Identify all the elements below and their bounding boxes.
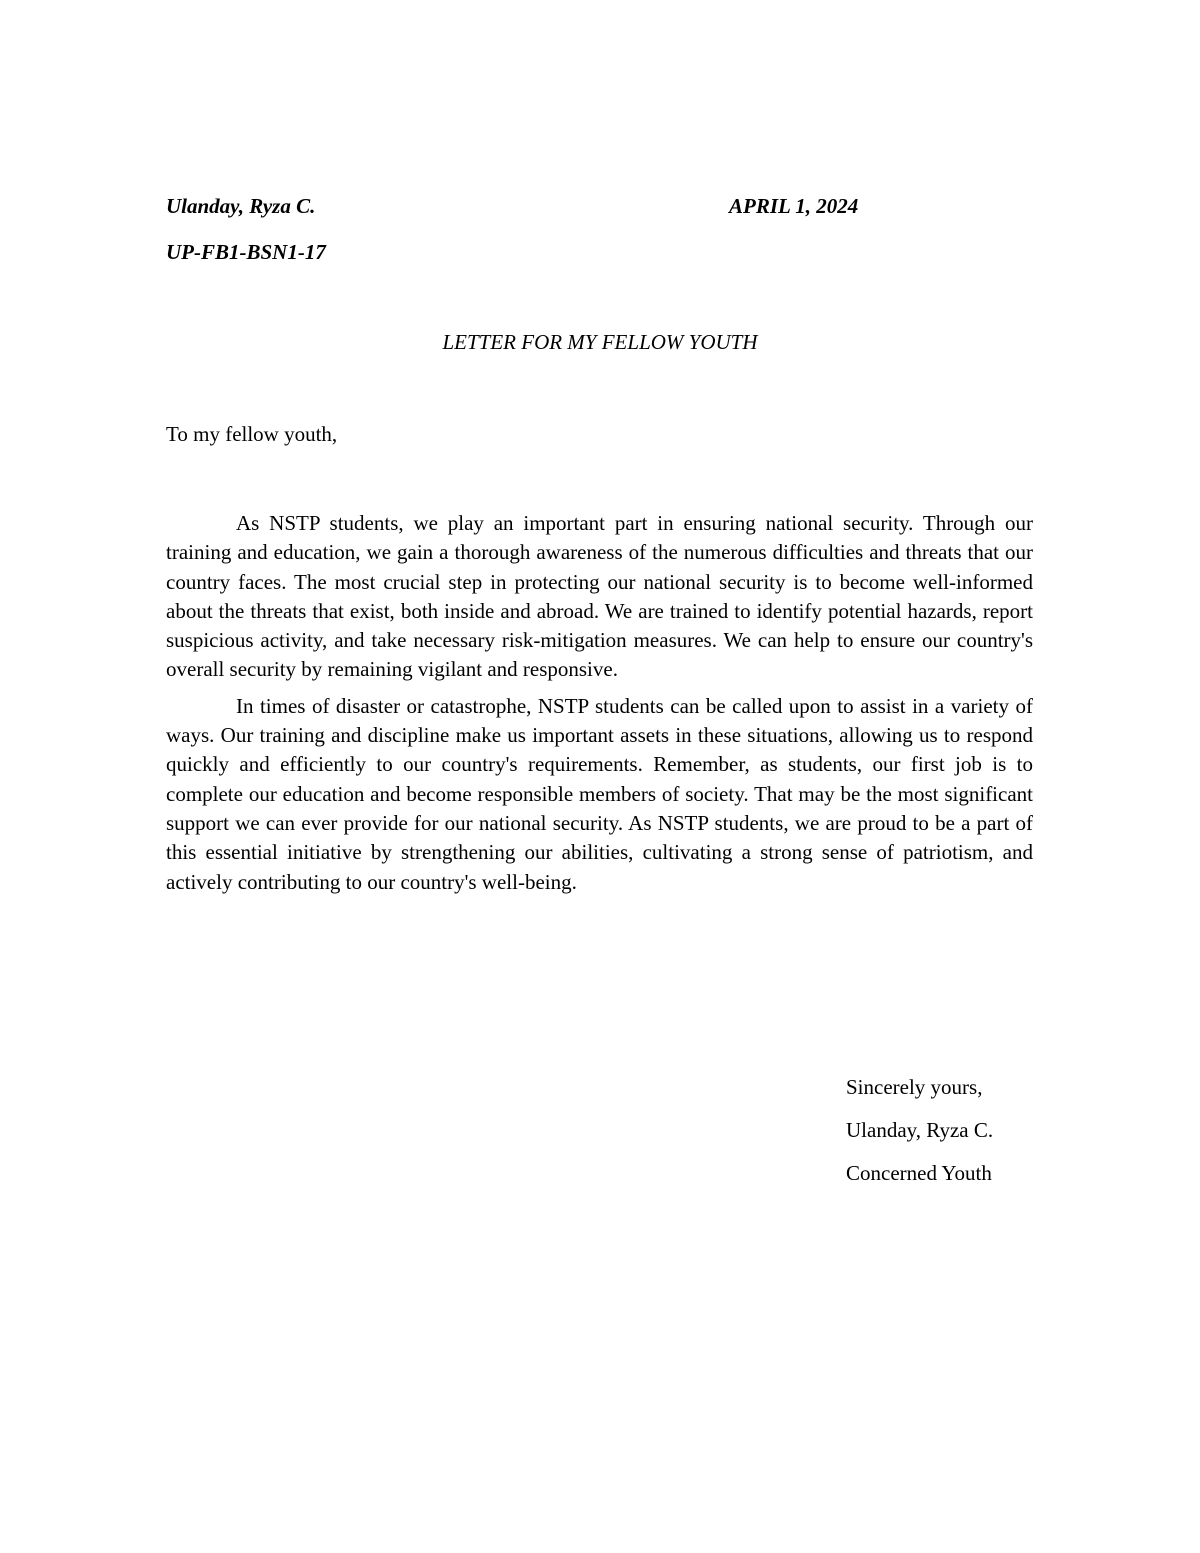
letter-date: APRIL 1, 2024 (729, 194, 859, 218)
body-paragraph-1: As NSTP students, we play an important part in ensuring national security. Through our training and education, we gain a thorough awareness of the numerous difficulties and threats that our country faces. The most crucial step in protecting our national security is to become well-informed about the threats that exist, both inside and abroad. We are trained to identify potential hazards, report suspicious activity, and take necessary risk-mitigation measures. We can help to ensure our country's overall security by remaining vigilant and responsive. (166, 511, 1033, 682)
section-code: UP-FB1-BSN1-17 (166, 240, 326, 264)
signatory-name: Ulanday, Ryza C. (846, 1118, 994, 1142)
letter-title: LETTER FOR MY FELLOW YOUTH (442, 330, 758, 354)
signatory-role: Concerned Youth (846, 1161, 992, 1185)
author-name: Ulanday, Ryza C. (166, 194, 316, 218)
body-paragraph-2: In times of disaster or catastrophe, NSTP students can be called upon to assist in a variety of ways. Our training and discipline make us important assets in these situations, allowing us to respond quickly and efficiently to our country's requirements. Remember, as students, our first job is to complete our education and become responsible members of society. That may be the most significant support we can ever provide for our national security. As NSTP students, we are proud to be a part of this essential initiative by strengthening our abilities, cultivating a strong sense of patriotism, and actively contributing to our country's well-being. (166, 693, 1033, 894)
letter-body (166, 509, 1033, 904)
letter-header (166, 194, 1036, 224)
salutation: To my fellow youth, (166, 422, 338, 446)
closing-block (846, 1066, 993, 1195)
valediction: Sincerely yours, (846, 1075, 983, 1099)
